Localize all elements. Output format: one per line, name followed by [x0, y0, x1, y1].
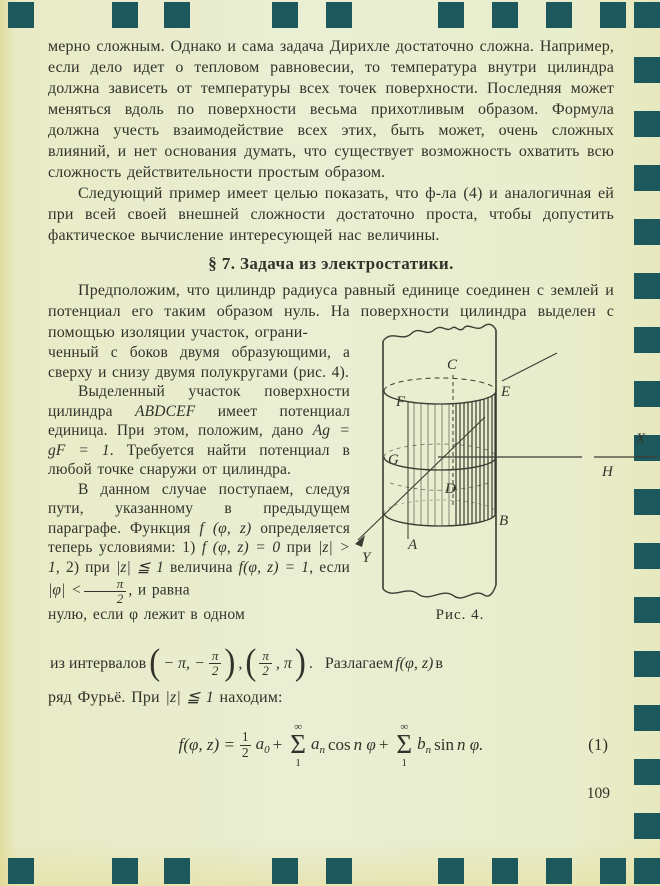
sin-function: sin [434, 735, 454, 755]
film-edge-mark [438, 2, 464, 28]
paragraph-region [48, 382, 350, 480]
term-an: $a_n$ [310, 734, 325, 757]
film-edge-mark [272, 858, 298, 884]
text-segment: при [280, 539, 318, 556]
text-segment: , и равна [128, 581, 190, 599]
film-edge-mark [634, 759, 660, 785]
film-edge-mark [634, 273, 660, 299]
intervals-line [48, 642, 614, 684]
cos-argument: n φ [353, 735, 376, 755]
paragraph-setup-narrow: ченный с боков двумя образующими, а сверху и снизу двумя полукругами (рис. 4). [48, 344, 350, 381]
e-pointer [502, 353, 557, 381]
label-h: H [602, 464, 613, 480]
label-a: A [408, 537, 418, 553]
fraction-pi-2: $\frac{\pi}{2}$ [259, 649, 272, 677]
upper-ellipse-back [384, 378, 496, 391]
math-comma-pi: , π [275, 654, 292, 672]
page-number: 109 [586, 784, 610, 802]
text-segment: имеет потенциал единица. При этом, положим, дано [48, 402, 350, 439]
math-f-zero: f (φ, z) = 0 [201, 539, 281, 556]
film-edge-mark [492, 858, 518, 884]
paragraph-setup-full: Предположим, что цилиндр радиуса равный единице соединен с землей и потенциал его таким образом нуль. На поверхности цилиндра выделен с помощью изоляции участок, ограни- [48, 282, 614, 341]
label-f: F [396, 394, 406, 410]
math-f-phi-z: f(φ, z) [395, 654, 434, 672]
film-edge-mark [438, 858, 464, 884]
left-text-column [48, 343, 350, 625]
fraction-pi-2: $\frac{\pi}{2}$ [209, 649, 222, 677]
film-edge-mark [112, 2, 138, 28]
film-edge-mark [634, 57, 660, 83]
figure-cylinder [350, 317, 646, 639]
film-edge-mark [634, 165, 660, 191]
summation-symbol: ∞ Σ 1 [290, 721, 306, 770]
center-ellipse-back [384, 444, 496, 457]
film-edge-mark [634, 705, 660, 731]
text-block [48, 36, 646, 803]
text-segment: . [308, 654, 313, 672]
fraction-pi-2: $\frac{\pi}{2}$ [84, 577, 127, 605]
film-edge-mark [326, 2, 352, 28]
label-x: X [636, 431, 646, 447]
section-heading: § 7. Задача из электростатики. [208, 254, 454, 273]
text-figure-row [48, 343, 646, 639]
text-segment: величина [164, 558, 239, 576]
y-axis-arrowhead [355, 535, 365, 547]
film-edge-mark [600, 858, 626, 884]
formula-lhs: f(φ, z) = [178, 735, 235, 755]
hatch-right [456, 394, 495, 526]
torn-bottom-edge [383, 585, 496, 598]
text-segment: ряд Фурьё. При [48, 689, 166, 706]
summation-symbol: ∞ Σ 1 [396, 721, 413, 770]
plus-sign: + [272, 735, 283, 755]
hatch-left [414, 403, 449, 527]
text-segment: Разлагаем [324, 654, 394, 672]
label-d: D [445, 481, 456, 497]
film-edge-mark [634, 813, 660, 839]
paragraph-dirichlet: мерно сложным. Однако и сама задача Дирихле достаточно сложна. Например, если дело идет о тепловом равновесии, то температура внутри цилиндра должна зависеть от температуры всех точек поверхности. Последняя может меняться вдоль по поверхности весьма прихотливым образом. Формула должна учесть взаимодействие всех этих, быть может, очень сложных влияний, и нет основания думать, что существует возможность охватить всю сложность действительности простым образом. [48, 38, 614, 181]
math-f-phi-z: f (φ, z) [199, 519, 252, 537]
film-edge-mark [164, 858, 190, 884]
film-edge-mark [600, 2, 626, 28]
film-edge-mark [492, 2, 518, 28]
big-paren-open: ( [245, 642, 257, 684]
big-paren-close: ) [294, 642, 306, 684]
formula-1 [48, 722, 614, 769]
text-segment: , 2) при [55, 558, 116, 576]
paragraph-example: Следующий пример имеет целью показать, что ф-ла (4) и аналогичная ей при всей своей внешней сложности достаточно проста, чтобы допустить фактическое вычисление интересующей нас величины. [48, 185, 614, 244]
center-ellipse-front [384, 457, 496, 470]
film-edge-mark [326, 858, 352, 884]
label-b: B [499, 513, 509, 529]
text-segment: , [238, 654, 243, 672]
text-segment: Выделенный участок поверхности цилиндра [48, 383, 350, 420]
lower-ellipse-front [384, 513, 496, 526]
term-bn: $b_n$ [417, 734, 432, 757]
plus-sign: + [378, 735, 389, 755]
fraction-one-half: $\frac{1}{2}$ [241, 728, 249, 760]
text-segment: в [435, 654, 443, 672]
math-minus-pi: − π, − [163, 654, 205, 672]
text-segment: находим: [213, 689, 283, 706]
label-c: C [447, 357, 458, 373]
text-segment: определяется теперь условиями: 1) [48, 519, 351, 556]
math-f-one: f(φ, z) = 1 [238, 558, 310, 576]
big-paren-close: ) [224, 642, 236, 684]
equation-number: (1) [588, 735, 608, 755]
film-edge-mark [634, 2, 660, 28]
cylinder-drawing [350, 317, 660, 639]
film-edge-mark [546, 2, 572, 28]
label-y: Y [362, 550, 371, 566]
paragraph-nulyu: нулю, если φ лежит в одном [48, 606, 245, 624]
math-abs-z: |z| > 1 [48, 539, 351, 576]
film-edge-mark [634, 111, 660, 137]
math-abs-z-le: |z| ≦ 1 [165, 689, 214, 706]
text-segment: . Требуется найти потенциал в любой точке снаружи от цилиндра. [48, 441, 350, 478]
film-edge-mark [164, 2, 190, 28]
fourier-line [48, 687, 614, 708]
term-a0: $a_0$ [255, 734, 270, 757]
film-edge-mark [112, 858, 138, 884]
big-paren-open: ( [149, 642, 161, 684]
film-edge-mark [634, 651, 660, 677]
torn-top-edge [383, 324, 496, 341]
film-edge-mark [272, 2, 298, 28]
mid-dashed-arc [390, 482, 492, 490]
film-edge-mark [634, 219, 660, 245]
cos-function: cos [327, 735, 351, 755]
film-edge-mark [634, 858, 660, 884]
y-axis [358, 417, 485, 540]
paragraph-function [48, 480, 350, 606]
math-abs-phi: |φ| < [48, 581, 82, 599]
film-edge-mark [8, 858, 34, 884]
film-edge-mark [546, 858, 572, 884]
text-segment: В данном случае поступаем, следуя пути, указанному в предыдущем параграфе. Функция [48, 480, 350, 537]
film-edge-mark [8, 2, 34, 28]
lower-ellipse-back [384, 500, 496, 513]
text-segment: из интервалов [50, 654, 147, 672]
math-abs-z-le: |z| ≦ 1 [115, 558, 165, 576]
text-segment: , если [309, 558, 350, 576]
figure-caption: Рис. 4. [435, 607, 485, 623]
sin-argument: n φ. [456, 735, 484, 755]
label-g: G [388, 452, 399, 468]
label-e: E [501, 384, 511, 400]
math-region-name: ABDCEF [135, 402, 196, 420]
math-condition: Ag = gF = 1 [48, 422, 351, 459]
